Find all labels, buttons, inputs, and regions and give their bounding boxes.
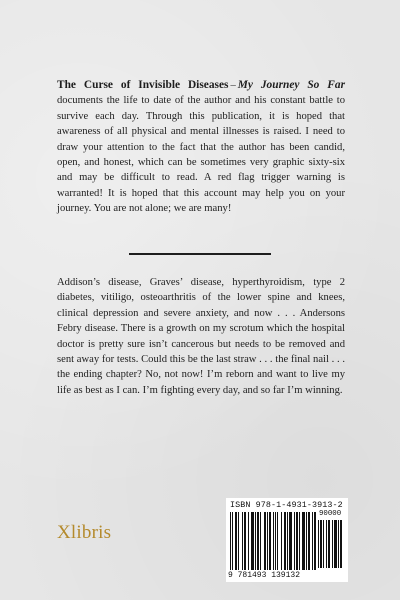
ean-barcode-bars: [230, 512, 316, 570]
ean-digits: 9 781493 139132: [228, 571, 301, 580]
price-barcode-bars: [318, 520, 344, 568]
blurb-body: documents the life to date of the author and his constant battle to survive each day. Through this publication, it is hoped that awareness of all physical and mental illnesses is raised. I need to draw your attention to the fact that the author has been candid, open, and honest, which can be sometimes very graphic sixty-six and may be difficult to read. A red flag trigger warning is warranted! It is hoped that this account may help you on your journey. You are not alone; we are many!: [57, 95, 345, 215]
title-dash: –: [230, 80, 236, 91]
section-divider: [129, 253, 271, 255]
book-title: The Curse of Invisible Diseases: [57, 79, 229, 91]
price-code: 90000: [319, 510, 342, 518]
blurb-paragraph: [57, 78, 345, 217]
book-subtitle: My Journey So Far: [237, 79, 346, 91]
isbn-barcode: [226, 498, 348, 582]
isbn-label: ISBN 978-1-4931-3913-2: [230, 500, 343, 510]
publisher-logo: Xlibris: [57, 522, 112, 543]
story-paragraph: Addison’s disease, Graves’ disease, hyperthyroidism, type 2 diabetes, vitiligo, osteoarthritis of the lower spine and knees, clinical depression and severe anxiety, and now . . . Andersons Febry disease. There is a growth on my scrotum which the hospital doctor is pretty sure isn’t cancerous but needs to be removed and sent away for tests. Could this be the last straw . . . the final nail . . . the ending chapter? No, not now! I’m reborn and want to live my life as best as I can. I’m fighting every day, and so far I’m winning.: [57, 277, 345, 396]
